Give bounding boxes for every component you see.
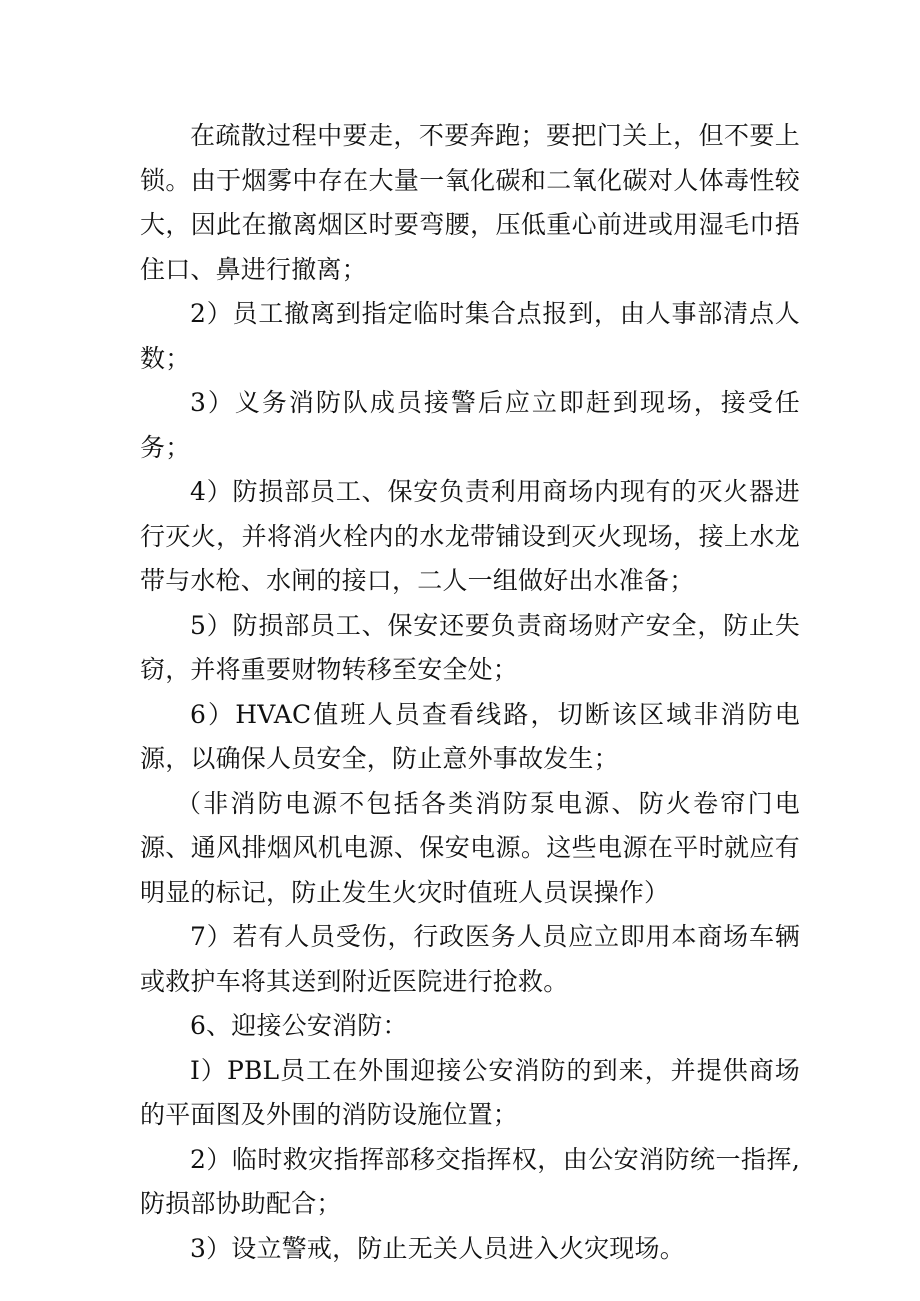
paragraph-step-3: 3）义务消防队成员接警后应立即赶到现场，接受任务； [140,388,800,462]
document-body [140,114,800,1271]
paragraph-brigade-step-3: 3）设立警戒，防止无关人员进入火灾现场。 [190,1233,685,1263]
paragraph-brigade-step-1: I）PBL员工在外围迎接公安消防的到来，并提供商场的平面图及外围的消防设施位置； [140,1055,800,1129]
paragraph-step-5: 5）防损部员工、保安还要负责商场财产安全，防止失窃，并将重要财物转移至安全处； [140,610,800,684]
section-heading-fire-brigade: 6、迎接公安消防： [190,1011,408,1040]
paragraph-power-note: （非消防电源不包括各类消防泵电源、防火卷帘门电源、通风排烟风机电源、保安电源。这些电源在平时就应有明显的标记，防止发生火灾时值班人员误操作） [140,788,800,907]
paragraph-step-4: 4）防损部员工、保安负责利用商场内现有的灭火器进行灭火，并将消火栓内的水龙带铺设到灭火现场，接上水龙带与水枪、水闸的接口，二人一组做好出水准备； [140,477,800,595]
paragraph-step-2: 2）员工撤离到指定临时集合点报到，由人事部清点人数； [140,299,800,373]
paragraph-brigade-step-2: 2）临时救灾指挥部移交指挥权，由公安消防统一指挥,防损部协助配合； [140,1144,800,1218]
paragraph-evacuation: 在疏散过程中要走，不要奔跑；要把门关上，但不要上锁。由于烟雾中存在大量一氧化碳和二氧化碳对人体毒性较大，因此在撤离烟区时要弯腰，压低重心前进或用湿毛巾捂住口、鼻进行撤离； [140,121,800,284]
paragraph-step-6: 6）HVAC值班人员查看线路，切断该区域非消防电源，以确保人员安全，防止意外事故发生； [140,699,800,773]
paragraph-step-7: 7）若有人员受伤，行政医务人员应立即用本商场车辆或救护车将其送到附近医院进行抢救。 [140,922,800,996]
